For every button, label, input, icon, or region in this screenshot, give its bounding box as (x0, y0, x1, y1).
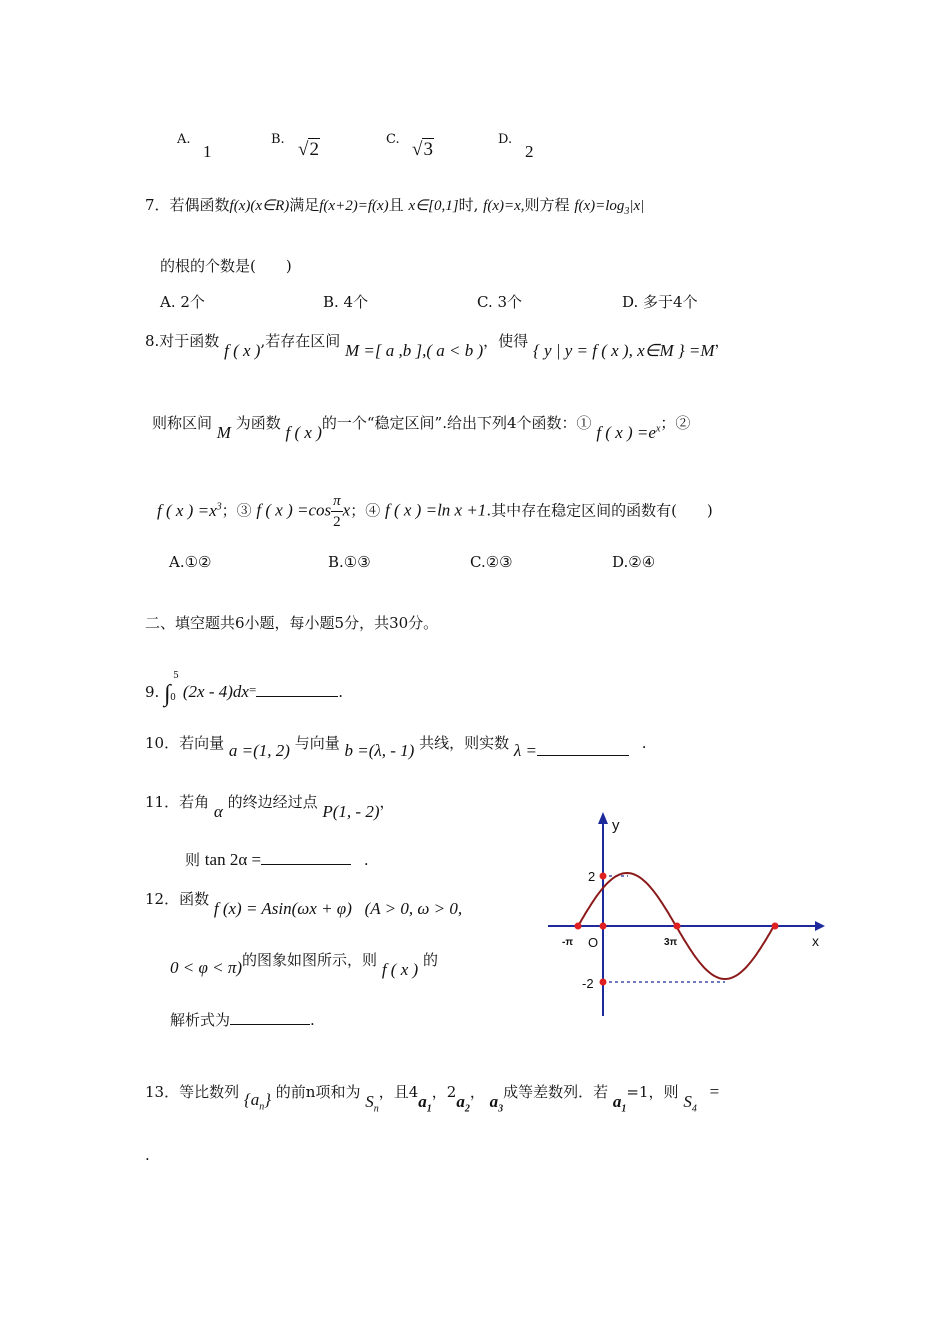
q12-number: 12．函数 (145, 890, 210, 908)
point-neg-pi (575, 923, 582, 930)
point-origin (600, 923, 607, 930)
q7-option-b: B. 4个 (323, 293, 369, 311)
q9-answer-blank[interactable] (256, 696, 338, 697)
question-10: 10．若向量 a =(1, 2) 与向量 b =(λ, - 1) 共线，则实数 λ = . (145, 734, 647, 760)
y-tick-2: 2 (588, 869, 596, 884)
point-3pi (674, 923, 681, 930)
q10-lambda: λ = (513, 741, 537, 760)
q6-option-b-value: √2 (298, 139, 319, 160)
point-y-neg-2 (600, 979, 607, 986)
q10-answer-blank[interactable] (537, 755, 629, 756)
q7-text: 且 (388, 196, 404, 214)
q12-answer-blank[interactable] (230, 1024, 310, 1025)
q8-text: ，使得 (483, 332, 529, 350)
point-end (772, 923, 779, 930)
q11-line1: 11．若角 α 的终边经过点 P(1, - 2)， (145, 793, 395, 821)
q12-line2: 0 < φ < π)的图象如图所示，则 f ( x ) 的 (170, 951, 438, 979)
q13-a3: $a_3$ (489, 1092, 504, 1115)
q12-expr-f: f ( x ) (381, 960, 419, 979)
y-axis-label: y (612, 817, 620, 834)
q8-line1 (145, 330, 730, 360)
q13-number: 13．等比数列 (145, 1083, 240, 1101)
q8-expr-interval: M =[ a ,b ],( a < b ) (345, 341, 484, 360)
origin-label: O (588, 935, 599, 950)
q7-text: 满足 (289, 196, 320, 214)
q6-option-d-value: 2 (525, 142, 534, 161)
q6-option-c-value: √3 (412, 139, 433, 160)
q13-line2: . (145, 1146, 150, 1164)
y-axis-arrow (598, 812, 608, 824)
q7-line1 (145, 194, 644, 217)
q6-option-a-label: A. (177, 132, 191, 147)
y-tick-neg-2: -2 (582, 976, 594, 991)
q12-sine-graph (540, 806, 830, 1021)
q9-integrand: (2x - 4)dx (182, 682, 249, 701)
q7-line2: 的根的个数是( ) (160, 257, 292, 275)
q8-expr-cos: f ( x ) =cos (256, 500, 332, 520)
q7-option-d: D. 多于4个 (622, 293, 698, 311)
q8-expr-f: f ( x ) (285, 423, 322, 442)
q11-line2: 则 tan 2α = . (185, 850, 369, 869)
q7-text: 时, (458, 196, 479, 214)
q8-expr-ln: f ( x ) =ln x +1 (385, 500, 487, 520)
q13-a1-cond: $a_1$ (612, 1092, 627, 1115)
integral-sign: ∫ 5 0 (164, 671, 179, 707)
q8-option-b: B.①③ (328, 553, 371, 571)
q7-expr-even-function: f(x)(x∈R) (229, 198, 290, 214)
q8-expr-cube: f ( x ) $=x^3$ (157, 500, 222, 520)
q6-option-c-label: C. (386, 132, 400, 147)
x-tick-3pi: 3π (664, 937, 678, 948)
q7-number: 7．若偶函数 (145, 196, 230, 214)
q7-expr-period: f(x+2)=f(x) (319, 198, 389, 214)
q13-sequence: $\{a_n\}$ (243, 1090, 271, 1113)
integral-lower-bound: 0 (170, 693, 176, 703)
x-tick-neg-pi: -π (562, 937, 573, 948)
q8-option-d: D.②④ (612, 553, 656, 571)
q8-text: ,若存在区间 (260, 332, 341, 350)
q11-answer-blank[interactable] (261, 864, 351, 865)
q13-a2: $a_2$ (456, 1092, 470, 1115)
q6-option-d-label: D. (498, 132, 513, 147)
q13-line1: 13．等比数列 $\{a_n\}$ 的前n项和为 $S_n$，且$4a_1$，$2a_2$， $a_3$成等差数列．若 $a_1=1$，则 $S_4$ = (145, 1082, 720, 1115)
question-9: 9. ∫ 5 0 (2x - 4)dx= . (145, 671, 344, 707)
q8-expr-exp: f ( x ) $=e^x$ (596, 423, 661, 442)
q6-option-a-value: 1 (203, 142, 212, 161)
q13-a1: $a_1$ (418, 1092, 432, 1115)
q7-option-c: C. 3个 (477, 293, 523, 311)
q8-frac-pi-over-2: $\frac{\pi}{2}$ (333, 493, 341, 530)
q12-phi-range: 0 < φ < π) (170, 958, 243, 977)
q8-option-a: A.①② (169, 553, 212, 571)
q7-option-a: A. 2个 (160, 293, 205, 311)
q11-point: P(1, - 2) (322, 802, 380, 821)
q11-tan-expr: tan 2α = (204, 850, 262, 869)
integral-upper-bound: 5 (173, 671, 179, 681)
x-axis-label: x (812, 933, 819, 949)
q8-option-c: C.②③ (470, 553, 513, 571)
q9-number: 9. (145, 683, 160, 701)
q12-function-expr: f (x) = Asin(ωx + φ) (213, 899, 352, 918)
q13-sn: $S_n$ (365, 1092, 379, 1115)
q7-text: 则方程 (524, 196, 570, 214)
q8-number: 8.对于函数 (145, 332, 220, 350)
q12-line3: 解析式为 . (170, 1011, 315, 1029)
point-y-2 (600, 873, 607, 880)
q11-alpha: α (213, 802, 223, 821)
q11-number: 11．若角 (145, 793, 210, 811)
q12-conditions: (A > 0, ω > 0, (364, 899, 463, 918)
q10-vector-a: a =(1, 2) (228, 741, 290, 760)
q8-expr-set: { y | y = f ( x ), x∈M } =M (532, 341, 715, 360)
q10-vector-b: b =(λ, - 1) (344, 741, 415, 760)
q8-line2: 则称区间 M 为函数 f ( x )的一个“稳定区间”.给出下列4个函数：① f ( x ) $=e^x$；② (152, 414, 691, 442)
x-axis-arrow (815, 921, 825, 931)
q7-expr-log: $f(x)=\log_3|x|$ (574, 198, 645, 217)
q13-s4: $S_4$ (683, 1092, 697, 1115)
q8-expr-f: f ( x ) (224, 341, 261, 360)
section-2-heading: 二、填空题共6小题，每小题5分，共30分。 (145, 614, 439, 632)
q8-text: ， (714, 332, 730, 350)
q7-expr-interval: x∈[0,1] (408, 198, 459, 214)
q8-line3: f ( x ) $=x^3$；③ f ( x ) =cos $\frac{\pi}{2}$ x；④ f ( x ) =ln x +1.其中存在稳定区间的函数有( ) (157, 493, 713, 530)
q6-option-b-label: B. (271, 132, 285, 147)
q12-line1 (145, 888, 463, 918)
q7-expr-fx: f(x)=x, (483, 198, 525, 214)
q8-expr-m: M (216, 423, 231, 442)
q10-number: 10．若向量 (145, 734, 225, 752)
